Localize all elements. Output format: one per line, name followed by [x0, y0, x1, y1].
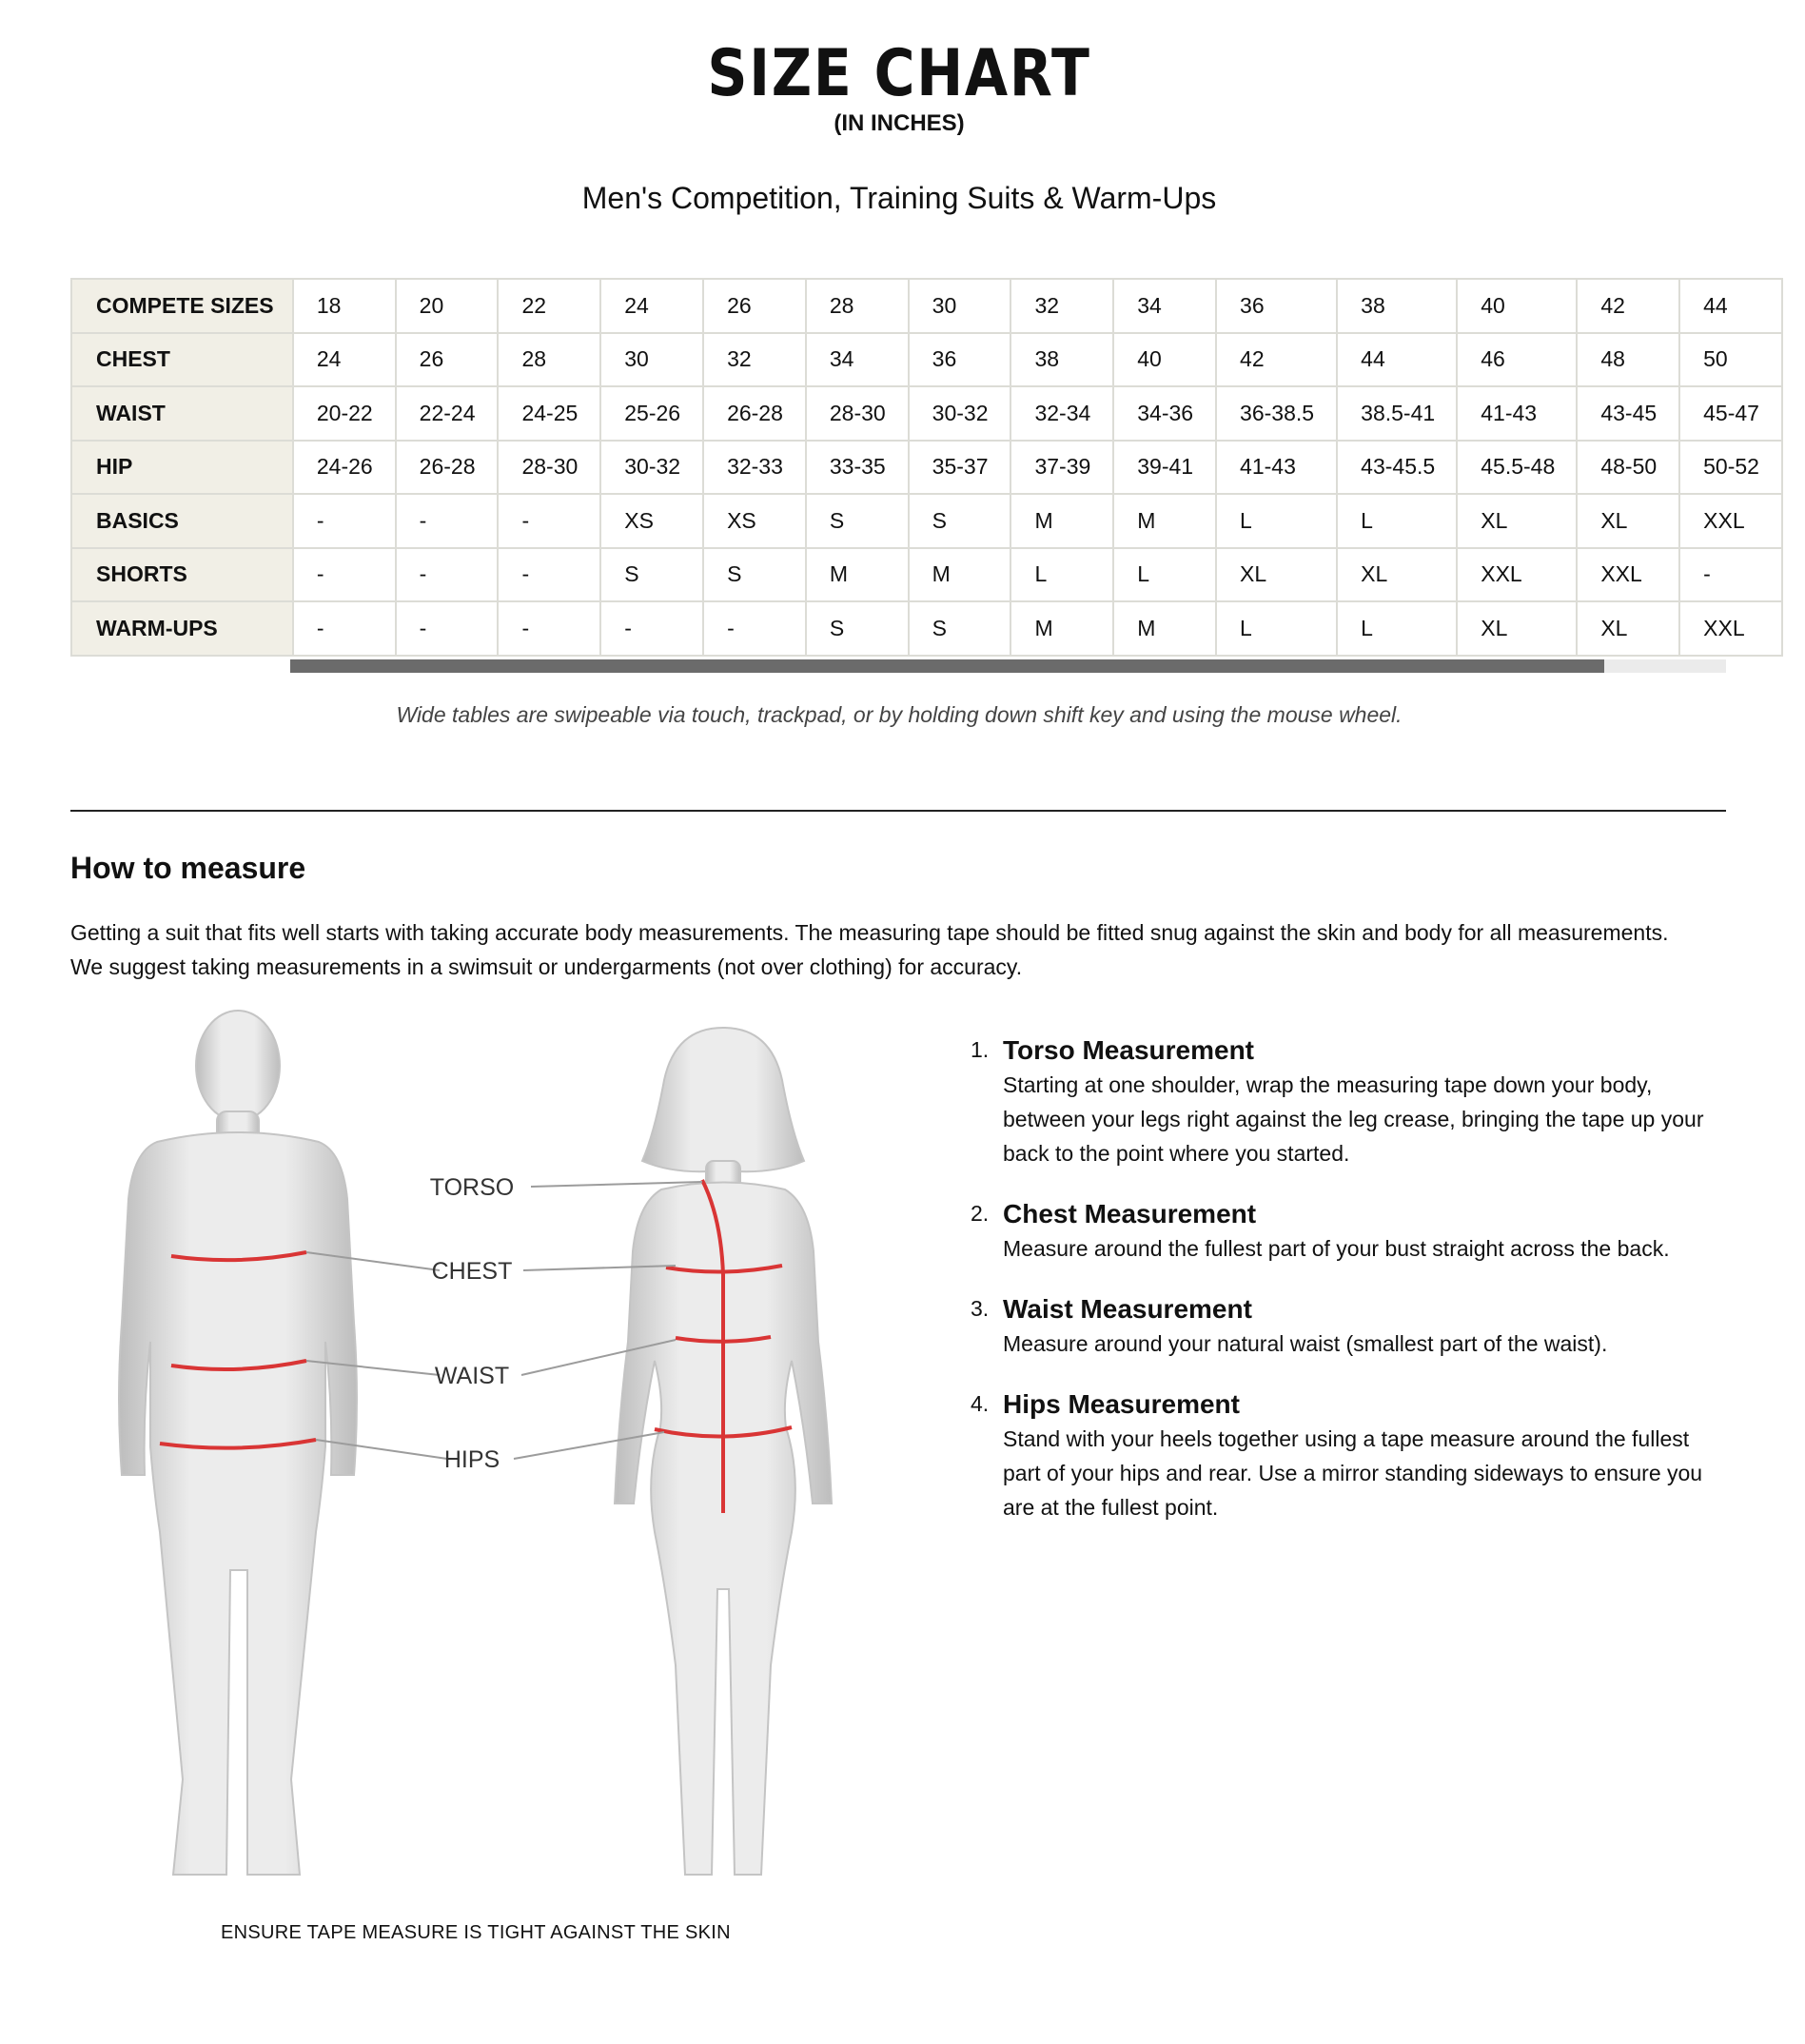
table-cell: 48 [1577, 333, 1679, 387]
table-cell: 38.5-41 [1337, 386, 1457, 441]
table-cell: 28-30 [498, 441, 600, 495]
table-row [71, 279, 1782, 333]
table-cell: S [806, 601, 909, 656]
table-cell: XL [1577, 494, 1679, 548]
table-cell: 43-45.5 [1337, 441, 1457, 495]
male-figure [119, 1011, 357, 1875]
how-to-measure-heading: How to measure [70, 851, 306, 885]
table-cell: L [1337, 494, 1457, 548]
table-cell: 30-32 [909, 386, 1011, 441]
step-description: Starting at one shoulder, wrap the measuring tape down your body, between your legs right against the leg crease, bringing the tape up your back to the point where you started. [1003, 1072, 1704, 1166]
table-cell: XL [1577, 601, 1679, 656]
table-cell: 42 [1216, 333, 1337, 387]
step-item [969, 1292, 1730, 1361]
table-cell: 26-28 [396, 441, 499, 495]
table-cell: 45-47 [1679, 386, 1782, 441]
table-cell: 30-32 [600, 441, 703, 495]
step-title: Hips Measurement [1003, 1389, 1240, 1419]
row-header: WARM-UPS [71, 601, 293, 656]
table-cell: - [600, 601, 703, 656]
table-cell: 42 [1577, 279, 1679, 333]
table-cell: S [909, 494, 1011, 548]
step-item [969, 1033, 1730, 1170]
table-row [71, 386, 1782, 441]
step-item [969, 1197, 1730, 1266]
table-row [71, 548, 1782, 602]
table-cell: M [1010, 494, 1113, 548]
table-cell: - [293, 548, 396, 602]
step-title: Torso Measurement [1003, 1035, 1254, 1065]
table-cell: 34-36 [1113, 386, 1216, 441]
table-cell: XXL [1679, 601, 1782, 656]
table-cell: 35-37 [909, 441, 1011, 495]
table-row [71, 333, 1782, 387]
table-cell: 22-24 [396, 386, 499, 441]
swipe-hint: Wide tables are swipeable via touch, trackpad, or by holding down shift key and using the mouse wheel. [396, 702, 1403, 727]
table-cell: M [1113, 601, 1216, 656]
step-description: Measure around your natural waist (smallest part of the waist). [1003, 1331, 1608, 1356]
table-cell: 26 [703, 279, 806, 333]
table-cell: - [703, 601, 806, 656]
table-cell: XL [1457, 494, 1577, 548]
step-title: Chest Measurement [1003, 1199, 1257, 1228]
table-cell: 41-43 [1457, 386, 1577, 441]
table-cell: 25-26 [600, 386, 703, 441]
table-cell: 24-26 [293, 441, 396, 495]
table-cell: 18 [293, 279, 396, 333]
table-cell: 50 [1679, 333, 1782, 387]
table-cell: M [1113, 494, 1216, 548]
table-cell: 32 [703, 333, 806, 387]
body-measurement-figures [105, 999, 866, 1894]
table-cell: 36 [1216, 279, 1337, 333]
table-cell: XXL [1457, 548, 1577, 602]
table-cell: L [1113, 548, 1216, 602]
table-cell: M [806, 548, 909, 602]
table-cell: 28 [806, 279, 909, 333]
table-cell: S [703, 548, 806, 602]
table-cell: - [498, 548, 600, 602]
table-cell: 38 [1337, 279, 1457, 333]
table-cell: 44 [1337, 333, 1457, 387]
step-number: 1. [971, 1037, 990, 1062]
table-cell: 28-30 [806, 386, 909, 441]
table-cell: 24-25 [498, 386, 600, 441]
row-header: CHEST [71, 333, 293, 387]
torso-label: TORSO [429, 1174, 515, 1201]
step-number: 4. [971, 1391, 990, 1416]
table-cell: L [1216, 601, 1337, 656]
step-item [969, 1387, 1730, 1524]
table-cell: XS [600, 494, 703, 548]
hips-label: HIPS [443, 1446, 500, 1473]
table-cell: L [1216, 494, 1337, 548]
units-label: (IN INCHES) [834, 110, 965, 136]
table-cell: 33-35 [806, 441, 909, 495]
size-table-scroller[interactable] [70, 278, 1759, 673]
table-cell: S [909, 601, 1011, 656]
table-cell: 39-41 [1113, 441, 1216, 495]
table-cell: 45.5-48 [1457, 441, 1577, 495]
table-cell: 32-34 [1010, 386, 1113, 441]
table-cell: 36-38.5 [1216, 386, 1337, 441]
step-title: Waist Measurement [1003, 1294, 1252, 1324]
table-cell: 36 [909, 333, 1011, 387]
table-cell: 32 [1010, 279, 1113, 333]
table-cell: 50-52 [1679, 441, 1782, 495]
page-title: SIZE CHART [707, 36, 1091, 111]
table-cell: S [806, 494, 909, 548]
table-cell: M [1010, 601, 1113, 656]
table-cell: 41-43 [1216, 441, 1337, 495]
step-description: Measure around the fullest part of your bust straight across the back. [1003, 1236, 1670, 1261]
table-cell: 28 [498, 333, 600, 387]
table-cell: 34 [806, 333, 909, 387]
table-cell: 40 [1113, 333, 1216, 387]
table-cell: 32-33 [703, 441, 806, 495]
table-scrollbar-thumb[interactable] [290, 659, 1604, 673]
table-cell: - [293, 601, 396, 656]
table-cell: 22 [498, 279, 600, 333]
table-cell: - [1679, 548, 1782, 602]
table-row [71, 494, 1782, 548]
table-cell: 24 [293, 333, 396, 387]
table-cell: - [396, 494, 499, 548]
table-cell: 20 [396, 279, 499, 333]
step-number: 3. [971, 1296, 990, 1321]
step-description: Stand with your heels together using a tape measure around the fullest part of your hips and rear. Use a mirror standing sideways to ensure you are at the fullest point. [1003, 1426, 1703, 1520]
table-row [71, 441, 1782, 495]
table-cell: M [909, 548, 1011, 602]
table-cell: - [396, 601, 499, 656]
table-cell: - [293, 494, 396, 548]
table-cell: 20-22 [293, 386, 396, 441]
table-cell: 30 [909, 279, 1011, 333]
size-table [70, 278, 1783, 657]
table-cell: 38 [1010, 333, 1113, 387]
row-header: WAIST [71, 386, 293, 441]
row-header: COMPETE SIZES [71, 279, 293, 333]
figure-caption: ENSURE TAPE MEASURE IS TIGHT AGAINST THE SKIN [221, 1922, 731, 1943]
row-header: BASICS [71, 494, 293, 548]
measurement-steps [969, 1033, 1730, 1551]
table-cell: 44 [1679, 279, 1782, 333]
table-cell: 40 [1457, 279, 1577, 333]
table-cell: XXL [1577, 548, 1679, 602]
table-cell: 46 [1457, 333, 1577, 387]
table-cell: 43-45 [1577, 386, 1679, 441]
table-cell: XL [1337, 548, 1457, 602]
row-header: SHORTS [71, 548, 293, 602]
table-row [71, 601, 1782, 656]
table-cell: - [498, 601, 600, 656]
waist-label: WAIST [434, 1363, 510, 1389]
table-cell: 30 [600, 333, 703, 387]
table-cell: XL [1457, 601, 1577, 656]
table-cell: S [600, 548, 703, 602]
section-divider [70, 810, 1726, 812]
table-cell: - [396, 548, 499, 602]
chest-label: CHEST [431, 1258, 513, 1285]
chart-subtitle: Men's Competition, Training Suits & Warm-Ups [581, 181, 1217, 215]
table-cell: XL [1216, 548, 1337, 602]
table-cell: 48-50 [1577, 441, 1679, 495]
table-cell: 37-39 [1010, 441, 1113, 495]
how-to-measure-intro: Getting a suit that fits well starts with taking accurate body measurements. The measuring tape should be fitted snug against the skin and body for all measurements. We suggest taking measurements in a swimsuit or undergarments (not over clothing) for accuracy. [70, 920, 1669, 979]
table-scrollbar[interactable] [290, 659, 1726, 673]
table-cell: 26-28 [703, 386, 806, 441]
table-cell: L [1010, 548, 1113, 602]
table-cell: 34 [1113, 279, 1216, 333]
table-cell: - [498, 494, 600, 548]
table-cell: L [1337, 601, 1457, 656]
table-cell: XS [703, 494, 806, 548]
step-number: 2. [971, 1201, 990, 1226]
table-cell: 26 [396, 333, 499, 387]
table-cell: XXL [1679, 494, 1782, 548]
row-header: HIP [71, 441, 293, 495]
table-cell: 24 [600, 279, 703, 333]
